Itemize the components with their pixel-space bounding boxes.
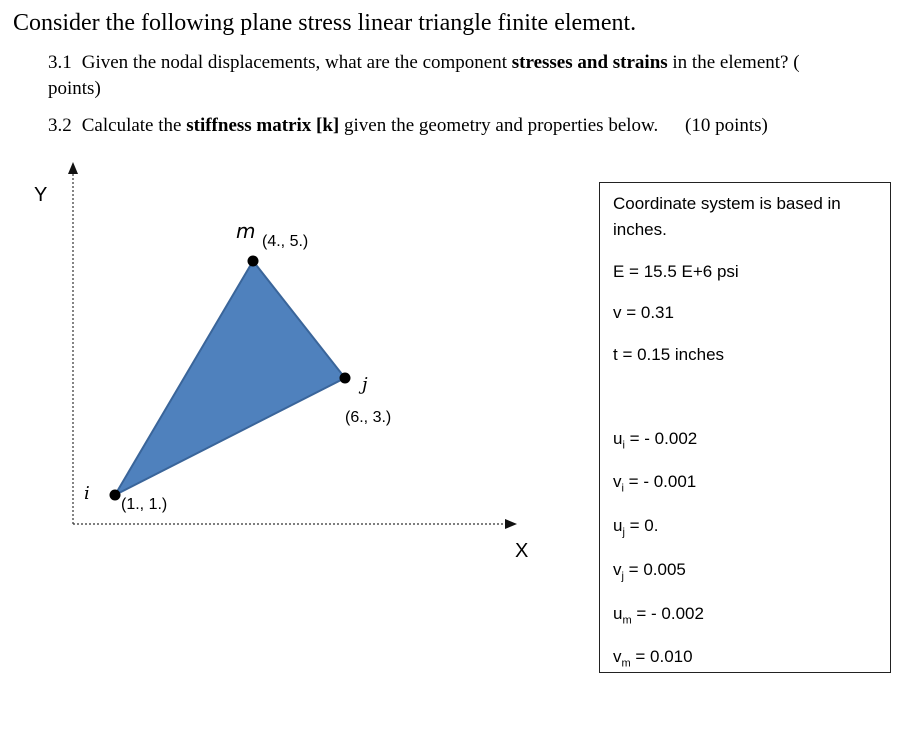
node-m-coordinates: (4., 5.) bbox=[262, 233, 309, 250]
node-j-label: j bbox=[362, 374, 368, 395]
question-text: Calculate the bbox=[81, 115, 182, 136]
x-axis-arrowhead bbox=[505, 519, 517, 529]
elastic-modulus: E = 15.5 E+6 psi bbox=[613, 262, 739, 281]
poisson-ratio: v = 0.31 bbox=[613, 303, 674, 322]
element-diagram bbox=[0, 150, 600, 570]
y-axis-label: Y bbox=[34, 184, 48, 206]
question-number: 3.1 bbox=[48, 52, 72, 73]
node-m-label: m bbox=[236, 219, 256, 243]
properties-box bbox=[599, 182, 891, 673]
question-3-1-continued: points) bbox=[48, 78, 101, 99]
displacement-um: $u_m$ = - 0.002 bbox=[613, 604, 704, 627]
question-text-end: given the geometry and properties below. bbox=[344, 115, 659, 136]
question-text: Given the nodal displacements, what are the component bbox=[81, 52, 508, 73]
displacement-uj: $u_j = 0$. bbox=[613, 516, 659, 539]
question-3-2 bbox=[48, 115, 768, 137]
question-number: 3.2 bbox=[48, 115, 72, 136]
thickness: t = 0.15 inches bbox=[613, 345, 725, 364]
problem-title: Consider the following plane stress linear triangle finite element. bbox=[13, 10, 637, 36]
triangle-element bbox=[115, 261, 345, 495]
displacement-vm: $v_m = 0.010$ bbox=[613, 647, 693, 670]
question-text-end: in the element? ( bbox=[672, 52, 800, 73]
coordinate-note: Coordinate system is based in inches. bbox=[613, 194, 841, 239]
node-m-marker bbox=[248, 256, 259, 267]
node-i-marker bbox=[110, 490, 121, 501]
node-j-coordinates: (6., 3.) bbox=[345, 409, 392, 426]
node-i-coordinates: (1., 1.) bbox=[121, 496, 168, 513]
x-axis-label: X bbox=[515, 540, 529, 562]
node-i-label: i bbox=[84, 483, 90, 504]
displacement-vj: $v_j = 0.005$ bbox=[613, 560, 686, 583]
displacement-vi: $v_i$ = - 0.001 bbox=[613, 472, 697, 495]
y-axis-arrowhead bbox=[68, 162, 78, 174]
question-points: (10 points) bbox=[685, 115, 768, 136]
question-emphasis: stiffness matrix [k] bbox=[186, 115, 340, 136]
displacement-ui: $u_i$ = - 0.002 bbox=[613, 429, 698, 452]
question-emphasis: stresses and strains bbox=[511, 52, 668, 73]
question-3-1 bbox=[48, 52, 800, 74]
node-j-marker bbox=[340, 373, 351, 384]
